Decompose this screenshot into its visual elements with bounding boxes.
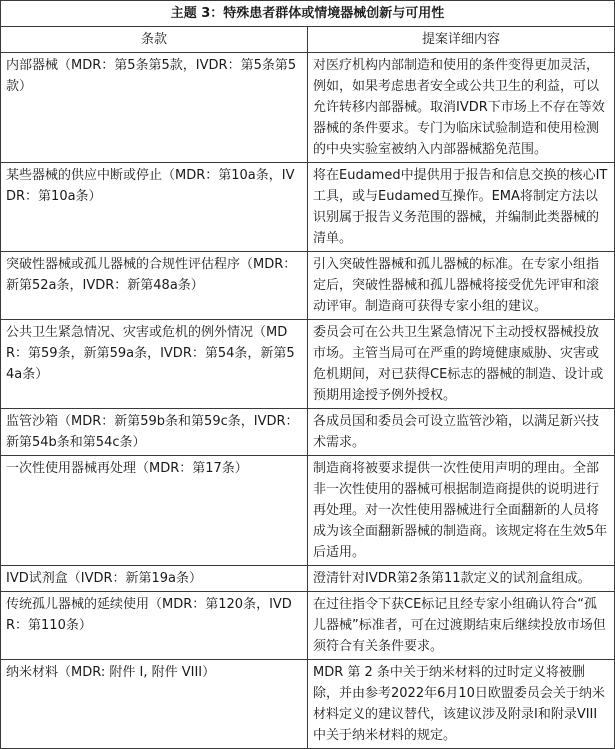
detail-cell: 将在Eudamed中提供用于报告和信息交换的核心IT工具，或与Eudamed互操作。EMA将制定方法以识别属于报告义务范围的器械，并编制此类器械的清单。 [308, 163, 615, 252]
table-row [1, 409, 615, 456]
detail-cell: MDR 第 2 条中关于纳米材料的过时定义将被删除，并由参考2022年6月10日欧盟委员会关于纳米材料定义的建议替代，该建议涉及附录I和附录VIII中关于纳米材料的规定。 [308, 660, 615, 749]
table-row [1, 592, 615, 660]
detail-cell: 在过往指令下获CE标记且经专家小组确认符合“孤儿器械”标准者，可在过渡期结束后继续投放市场但须符合有关条件要求。 [308, 592, 615, 660]
detail-cell: 对医疗机构内部制造和使用的条件变得更加灵活，例如，如果考虑患者安全或公共卫生的利益，可以允许转移内部器械。取消IVDR下市场上不存在等效器械的条件要求。专门为临床试验制造和使用检测的中央实验室被纳入内部器械豁免范围。 [308, 53, 615, 163]
header-row [1, 27, 615, 53]
clause-cell: 纳米材料（MDR: 附件 I, 附件 VIII） [1, 660, 308, 749]
clause-cell: 监管沙箱（MDR：新第59b条和第59c条，IVDR：新第54b条和第54c条） [1, 409, 308, 456]
table-row [1, 566, 615, 592]
title-row [1, 1, 615, 27]
clause-cell: 突破性器械或孤儿器械的合规性评估程序（MDR：新第52a条，IVDR：新第48a条） [1, 252, 308, 320]
table-row [1, 456, 615, 566]
clause-cell: 内部器械（MDR：第5条第5款，IVDR：第5条第5款） [1, 53, 308, 163]
table-row [1, 53, 615, 163]
detail-cell: 澄清针对IVDR第2条第11款定义的试剂盒组成。 [308, 566, 615, 592]
detail-cell: 制造商将被要求提供一次性使用声明的理由。全部非一次性使用的器械可根据制造商提供的说明进行再处理。对一次性使用器械进行全面翻新的人员将成为该全面翻新器械的制造商。该规定将在生效5年后适用。 [308, 456, 615, 566]
clause-cell: 公共卫生紧急情况、灾害或危机的例外情况（MDR：第59条，新第59a条，IVDR：第54条，新第54a条） [1, 320, 308, 409]
header-detail: 提案详细内容 [308, 27, 615, 53]
table-title: 主题 3：特殊患者群体或情境器械创新与可用性 [1, 1, 615, 27]
table-row [1, 163, 615, 252]
table-row [1, 660, 615, 749]
table-row [1, 320, 615, 409]
detail-cell: 引入突破性器械和孤儿器械的标准。在专家小组指定后，突破性器械和孤儿器械将接受优先评审和滚动评审。制造商可获得专家小组的建议。 [308, 252, 615, 320]
detail-cell: 委员会可在公共卫生紧急情况下主动授权器械投放市场。主管当局可在严重的跨境健康威胁、灾害或危机期间，对已获得CE标志的器械的制造、设计或预期用途授予例外授权。 [308, 320, 615, 409]
clause-cell: 传统孤儿器械的延续使用（MDR：第120条，IVDR：第110条） [1, 592, 308, 660]
clause-cell: 一次性使用器械再处理（MDR：第17条） [1, 456, 308, 566]
clause-cell: IVD试剂盒（IVDR：新第19a条） [1, 566, 308, 592]
detail-cell: 各成员国和委员会可设立监管沙箱，以满足新兴技术需求。 [308, 409, 615, 456]
clause-cell: 某些器械的供应中断或停止（MDR：第10a条，IVDR：第10a条） [1, 163, 308, 252]
header-clause: 条款 [1, 27, 308, 53]
table-row [1, 252, 615, 320]
